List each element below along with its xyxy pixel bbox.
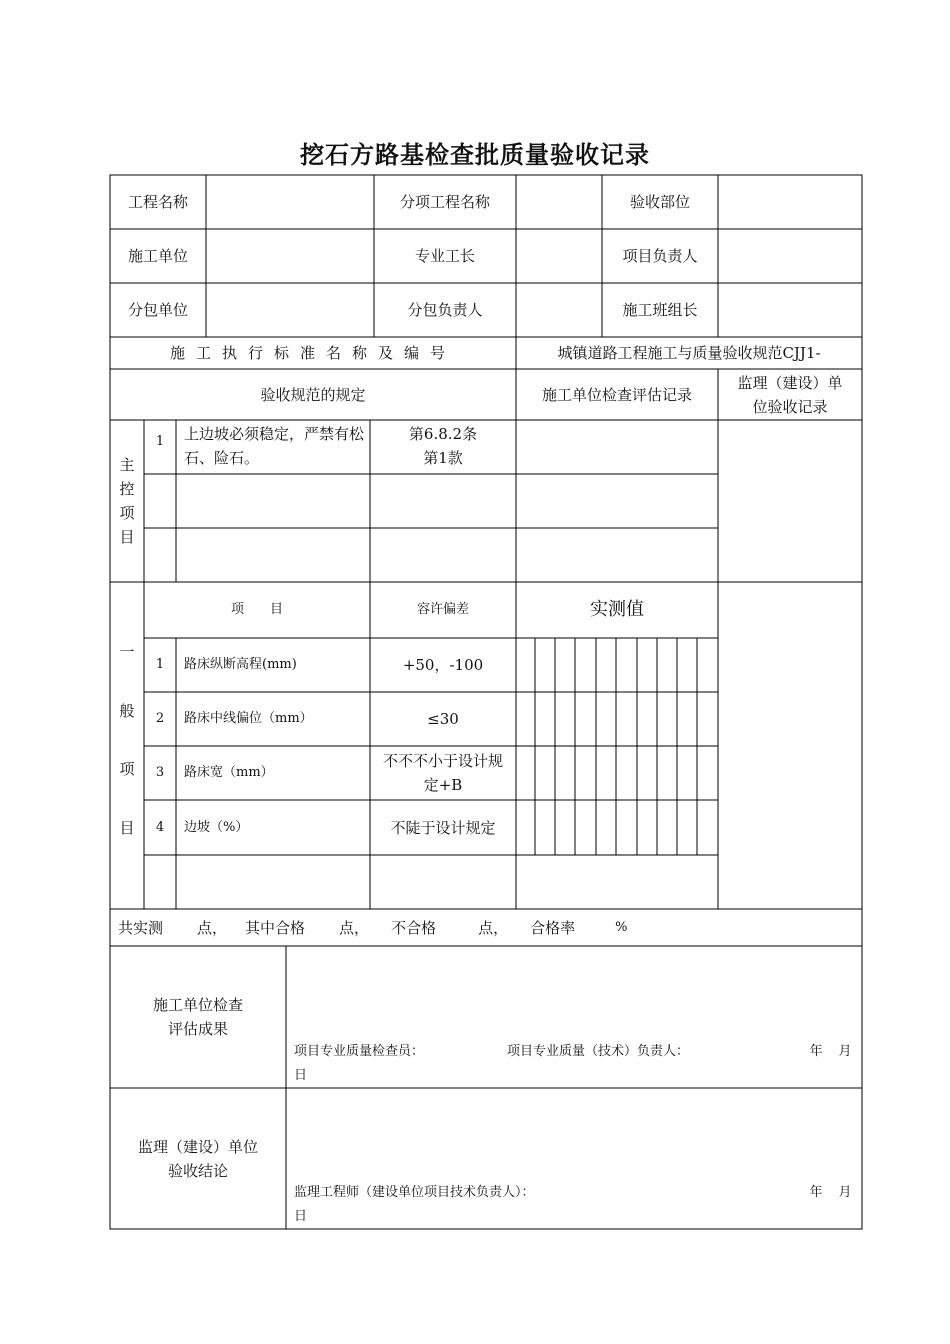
tolerance-line2: 定+B: [423, 776, 463, 794]
main-item-text-line1: 上边坡必须稳定，严禁有松: [184, 425, 365, 443]
supervision-column-header: [718, 369, 862, 420]
tolerance-line1: 不不不小于设计规: [382, 752, 503, 770]
main-item-clause-line1: 第6.8.2条: [408, 425, 478, 443]
subcontract-unit-label: 分包单位: [127, 301, 188, 319]
supervision-result-year: 年: [809, 1185, 823, 1200]
subcontract-unit-value[interactable]: [206, 283, 374, 337]
general-item-name: 路床宽（mm）: [184, 765, 274, 780]
summary-row: [118, 909, 858, 946]
supervision-result-label-line2: 验收结论: [167, 1161, 228, 1180]
unit-result-label: [110, 946, 286, 1088]
acceptance-part-value[interactable]: [718, 175, 862, 229]
summary-percent: %: [615, 919, 628, 935]
supervision-result-day: 日: [294, 1209, 308, 1224]
supervision-result-label: [110, 1088, 286, 1229]
summary-points-3: 点，: [478, 918, 509, 937]
general-item-name: 边坡（%）: [184, 819, 249, 835]
sub-project-value[interactable]: [516, 175, 602, 229]
tolerance-line1: +50，-100: [402, 656, 484, 674]
unit-result-label-line1: 施工单位检查: [152, 996, 243, 1014]
construction-unit-label: 施工单位: [127, 247, 188, 265]
main-control-char: 项: [119, 504, 135, 522]
subcontract-manager-label: 分包负责人: [407, 301, 483, 319]
standard-label: 施工执行标准名称及编号: [169, 344, 456, 362]
summary-rate-label: 合格率: [530, 918, 576, 937]
main-control-label: [110, 420, 144, 582]
general-item-number: 2: [155, 711, 165, 726]
main-item-text-line2: 石、险石。: [184, 449, 260, 467]
summary-unqualified-label: 不合格: [391, 918, 437, 937]
general-label-char: 项: [119, 760, 135, 779]
supervision-header-line1: 监理（建设）单: [737, 373, 843, 392]
supervision-result-month: 月: [838, 1185, 852, 1200]
general-items-label: [110, 640, 144, 840]
general-item-tolerance: [370, 638, 516, 692]
item-column-header: 项 目: [230, 602, 283, 617]
unit-inspector-signature: 项目专业质量检查员：: [294, 1044, 425, 1059]
team-leader-value[interactable]: [718, 283, 862, 337]
measured-values-header: 实测值: [590, 599, 644, 620]
project-manager-value[interactable]: [718, 229, 862, 283]
construction-unit-value[interactable]: [206, 229, 374, 283]
general-item-tolerance: [370, 746, 516, 800]
summary-points-2: 点，: [339, 918, 370, 937]
main-item-clause: [370, 422, 516, 474]
page-title: 挖石方路基检查批质量验收记录: [300, 141, 650, 169]
project-name-label: 工程名称: [127, 193, 188, 211]
standard-value: 城镇道路工程施工与质量验收规范CJJ1-: [557, 344, 821, 362]
unit-check-column-header: 施工单位检查评估记录: [541, 385, 692, 404]
main-control-char: 目: [119, 528, 135, 546]
main-control-char: 主: [119, 456, 135, 474]
tolerance-line1: 不陡于设计规定: [390, 818, 496, 837]
project-name-value[interactable]: [206, 175, 374, 229]
main-control-char: 控: [119, 480, 135, 498]
unit-result-month: 月: [838, 1044, 852, 1059]
unit-result-label-line2: 评估成果: [167, 1020, 228, 1038]
main-item-text: [184, 422, 370, 474]
sub-project-label: 分项工程名称: [399, 193, 490, 211]
general-label-char: 般: [119, 701, 135, 720]
unit-result-day: 日: [294, 1068, 308, 1083]
tolerance-line1: ≤30: [427, 710, 459, 728]
supervision-header-line2: 位验收记录: [752, 397, 828, 416]
summary-total-label: 共实测: [118, 918, 164, 937]
main-item-number: 1: [155, 434, 165, 449]
team-leader-label: 施工班组长: [622, 301, 698, 319]
general-item-tolerance: [370, 692, 516, 746]
subcontract-manager-value[interactable]: [516, 283, 602, 337]
main-item-clause-line2: 第1款: [423, 449, 463, 467]
general-item-name: 路床中线偏位（mm）: [184, 711, 313, 726]
summary-qualified-label: 其中合格: [245, 918, 306, 937]
summary-points-1: 点，: [197, 918, 228, 937]
general-item-number: 1: [155, 657, 165, 672]
foreman-value[interactable]: [516, 229, 602, 283]
spec-column-header: 验收规范的规定: [260, 385, 366, 404]
supervision-result-label-line1: 监理（建设）单位: [137, 1137, 258, 1156]
unit-tech-manager-signature: 项目专业质量（技术）负责人：: [507, 1044, 690, 1059]
project-manager-label: 项目负责人: [622, 247, 698, 265]
acceptance-part-label: 验收部位: [629, 193, 690, 211]
tolerance-column-header: 容许偏差: [416, 602, 469, 617]
general-item-number: 3: [155, 765, 165, 780]
general-label-char: 一: [119, 643, 135, 661]
foreman-label: 专业工长: [414, 247, 475, 265]
unit-result-year: 年: [809, 1044, 823, 1059]
general-item-number: 4: [155, 819, 165, 835]
general-item-name: 路床纵断高程(mm): [184, 657, 297, 672]
general-label-char: 目: [119, 818, 135, 837]
general-item-tolerance: [370, 800, 516, 855]
supervision-engineer-signature: 监理工程师（建设单位项目技术负责人）：: [294, 1185, 535, 1200]
